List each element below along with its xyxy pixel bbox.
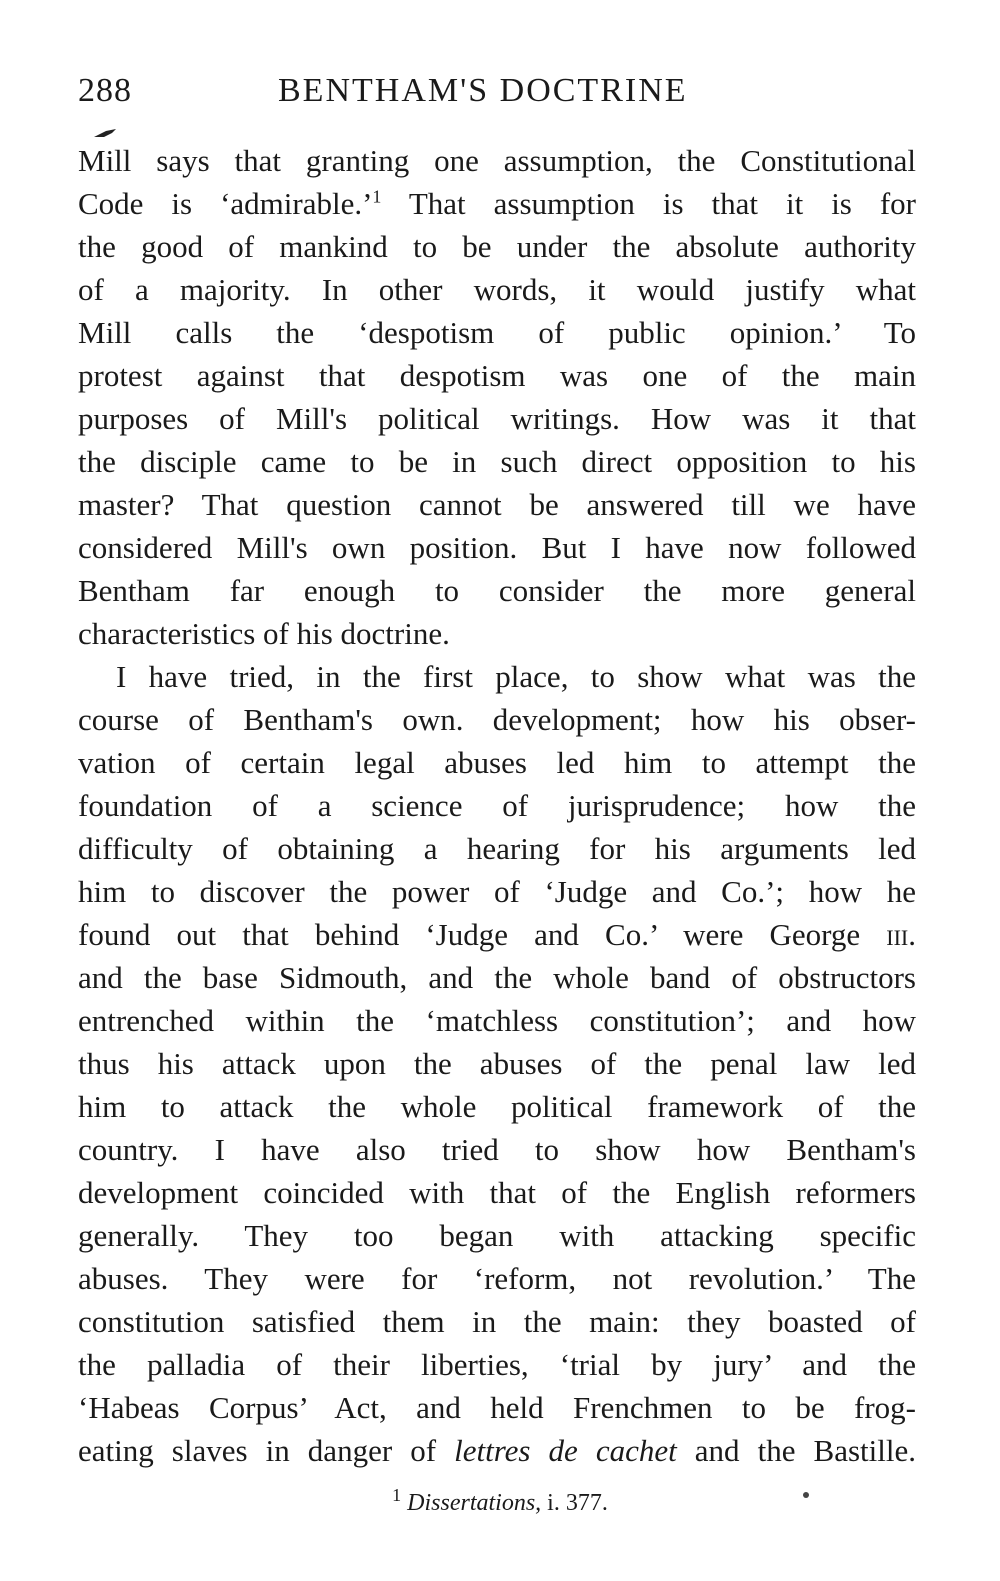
- regnal-numeral: iii.: [886, 917, 917, 952]
- print-speck-mark: [803, 1492, 809, 1498]
- text-span: eating slaves in danger of: [78, 1433, 455, 1468]
- text-line: [78, 183, 916, 225]
- text-line: development coincided with that of the English reformers: [78, 1175, 916, 1210]
- text-line: and the base Sidmouth, and the whole band of obstructors: [78, 960, 916, 995]
- footnote-reference: i. 377.: [547, 1490, 608, 1516]
- text-line: of a majority. In other words, it would justify what: [78, 272, 916, 307]
- text-line: I have tried, in the first place, to show what was the: [116, 659, 916, 694]
- footnote: [0, 1485, 1000, 1517]
- text-line: the good of mankind to be under the absolute authority: [78, 229, 916, 264]
- text-line: the palladia of their liberties, ‘trial by jury’ and the: [78, 1347, 916, 1382]
- text-line: abuses. They were for ‘reform, not revolution.’ The: [78, 1261, 916, 1296]
- text-line: difficulty of obtaining a hearing for his arguments led: [78, 831, 916, 866]
- text-line: entrenched within the ‘matchless constitution’; and how: [78, 1003, 916, 1038]
- text-line: vation of certain legal abuses led him to attempt the: [78, 745, 916, 780]
- text-line: master? That question cannot be answered till we have: [78, 487, 916, 522]
- text-line: Mill says that granting one assumption, the Constitutional: [78, 143, 916, 178]
- text-line: characteristics of his doctrine.: [78, 616, 450, 651]
- text-line: ‘Habeas Corpus’ Act, and held Frenchmen to be frog-: [78, 1390, 916, 1425]
- text-line: course of Bentham's own. development; how his obser-: [78, 702, 916, 737]
- text-line: him to discover the power of ‘Judge and Co.’; how he: [78, 874, 916, 909]
- text-line: foundation of a science of jurisprudence; how the: [78, 788, 916, 823]
- text-span: That assumption is that it is for: [381, 186, 916, 221]
- footnote-number: 1: [392, 1485, 402, 1505]
- italic-phrase: lettres de cachet: [454, 1433, 677, 1468]
- text-line: him to attack the whole political framework of the: [78, 1089, 916, 1124]
- footnote-source: Dissertations,: [407, 1490, 542, 1516]
- chapter-title: BENTHAM'S DOCTRINE: [278, 72, 688, 109]
- text-line: [78, 1430, 916, 1472]
- text-line: [78, 914, 916, 956]
- text-line: purposes of Mill's political writings. How was it that: [78, 401, 916, 436]
- text-line: considered Mill's own position. But I have now followed: [78, 530, 916, 565]
- footnote-marker[interactable]: 1: [372, 186, 382, 207]
- text-line: country. I have also tried to show how Bentham's: [78, 1132, 916, 1167]
- text-span: and the Bastille.: [676, 1433, 917, 1468]
- page-number: 288: [78, 72, 132, 109]
- text-line: Bentham far enough to consider the more general: [78, 573, 916, 608]
- text-line: Mill calls the ‘despotism of public opinion.’ To: [78, 315, 916, 350]
- text-line: constitution satisfied them in the main: they boasted of: [78, 1304, 916, 1339]
- text-line: the disciple came to be in such direct opposition to his: [78, 444, 916, 479]
- text-line: protest against that despotism was one of the main: [78, 358, 916, 393]
- text-span: Code is ‘admirable.’: [78, 186, 373, 221]
- running-head: [78, 72, 918, 122]
- text-line: thus his attack upon the abuses of the penal law led: [78, 1046, 916, 1081]
- text-line: generally. They too began with attacking specific: [78, 1218, 916, 1253]
- ink-blot-mark: [92, 128, 118, 140]
- text-span: found out that behind ‘Judge and Co.’ were George: [78, 917, 861, 952]
